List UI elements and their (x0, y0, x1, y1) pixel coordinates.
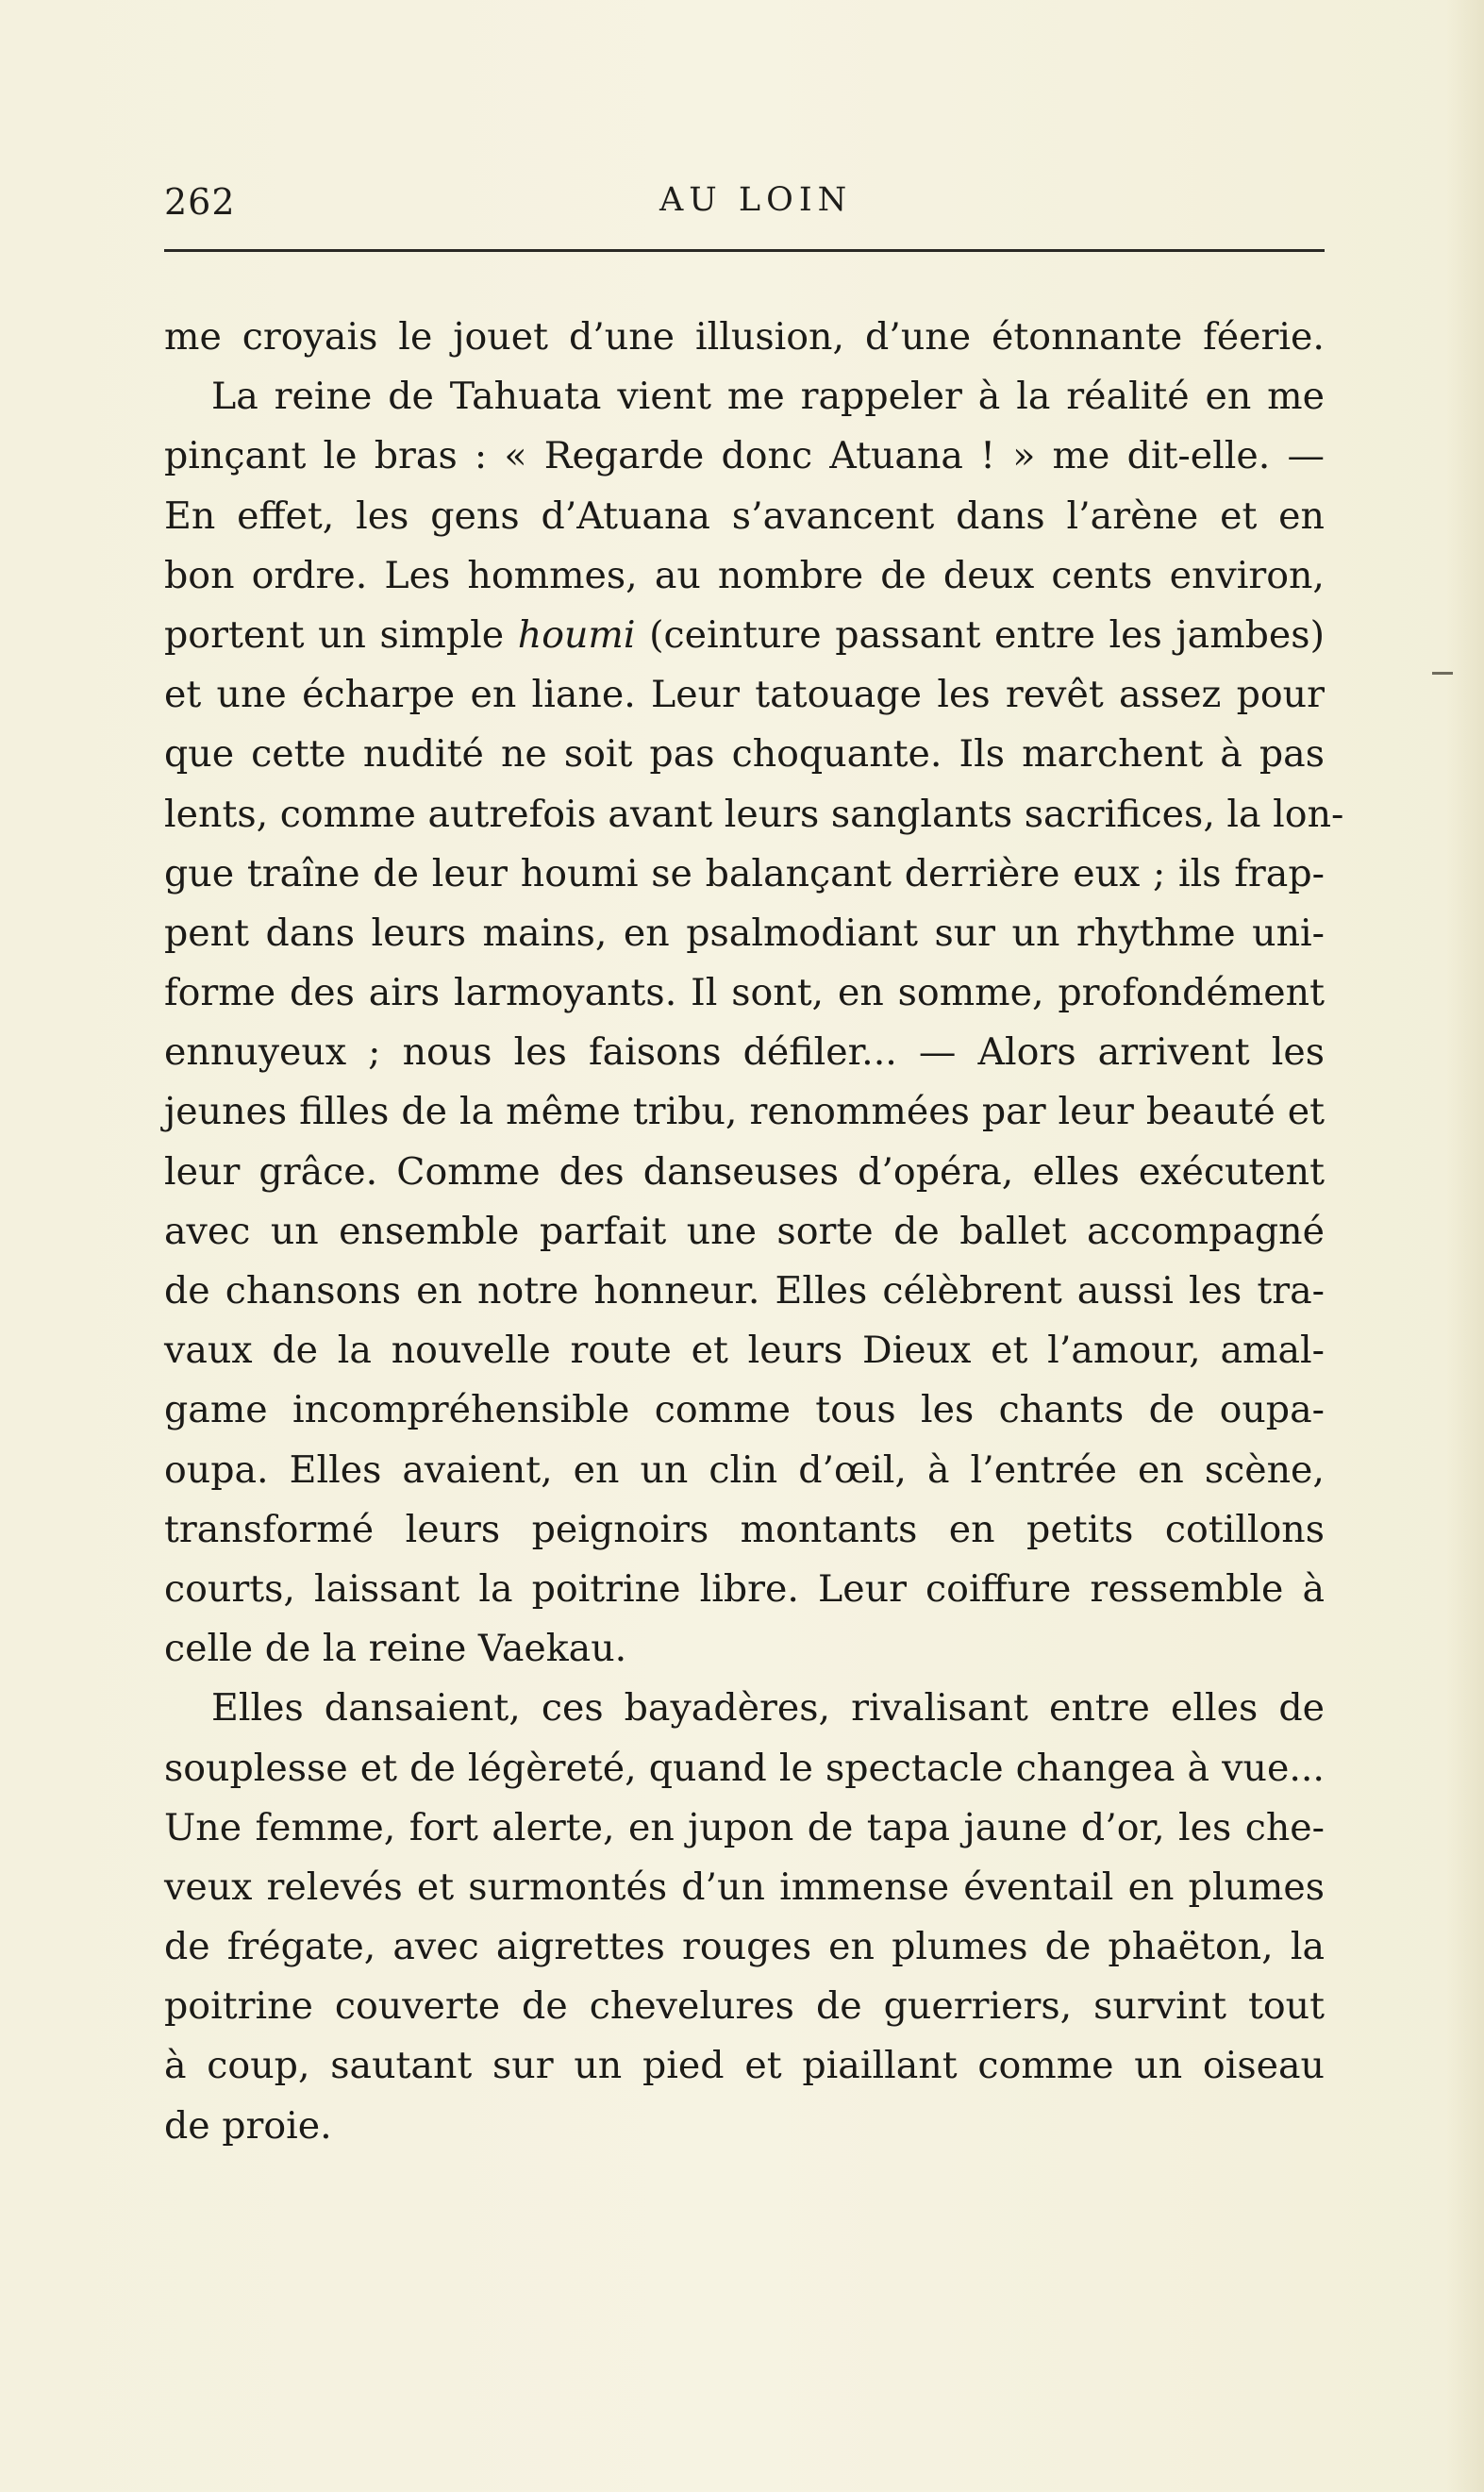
text-line-italic (164, 606, 1325, 665)
text-line: que cette nudité ne soit pas choquante. Ils marchent à pas (164, 732, 1325, 777)
line-text: (ceinture passant entre les jambes) (635, 612, 1325, 657)
text-line: oupa. Elles avaient, en un clin d’œil, à l’entrée en scène, (164, 1447, 1325, 1492)
text-line: bon ordre. Les hommes, au nombre de deux cents environ, (164, 553, 1325, 597)
header-rule (164, 249, 1325, 252)
text-line: de chansons en notre honneur. Elles célèbrent aussi les tra- (164, 1269, 1325, 1313)
text-line: ennuyeux ; nous les faisons défiler... — Alors arrivent les (164, 1030, 1325, 1075)
text-line: avec un ensemble parfait une sorte de ballet accompagné (164, 1209, 1325, 1253)
text-line: veux relevés et surmontés d’un immense éventail en plumes (164, 1865, 1325, 1909)
text-line: Une femme, fort alerte, en jupon de tapa jaune d’or, les che- (164, 1805, 1325, 1849)
text-line: transformé leurs peignoirs montants en petits cotillons (164, 1507, 1325, 1551)
running-title: AU LOIN (659, 181, 853, 219)
line-text: portent un simple (164, 612, 518, 657)
text-line: de frégate, avec aigrettes rouges en plumes de phaëton, la (164, 1925, 1325, 1969)
page-number: 262 (164, 181, 236, 223)
text-line: Elles dansaient, ces bayadères, rivalisant entre elles de (211, 1686, 1325, 1731)
text-line: vaux de la nouvelle route et leurs Dieux et l’amour, amal- (164, 1329, 1325, 1373)
text-line: celle de la reine Vaekau. (164, 1627, 627, 1671)
text-line: La reine de Tahuata vient me rappeler à la réalité en me (211, 375, 1325, 419)
text-line: me croyais le jouet d’une illusion, d’une étonnante féerie. (164, 315, 1325, 359)
italic-term: houmi (517, 612, 636, 657)
text-line: pinçant le bras : « Regarde donc Atuana ! » me dit-elle. — (164, 434, 1325, 478)
page-edge-shadow (1446, 0, 1484, 2492)
text-line: souplesse et de légèreté, quand le spectacle changea à vue... (164, 1746, 1325, 1790)
text-line: En effet, les gens d’Atuana s’avancent dans l’arène et en (164, 493, 1325, 538)
text-line: à coup, sautant sur un pied et piaillant comme un oiseau (164, 2044, 1325, 2088)
text-line: leur grâce. Comme des danseuses d’opéra, elles exécutent (164, 1149, 1325, 1194)
body-text (164, 308, 1344, 2156)
margin-mark (1432, 672, 1453, 675)
text-line: de proie. (164, 2103, 332, 2148)
text-line: forme des airs larmoyants. Il sont, en somme, profondément (164, 971, 1325, 1015)
text-line: pent dans leurs mains, en psalmodiant sur un rhythme uni- (164, 911, 1325, 955)
text-line: poitrine couverte de chevelures de guerriers, survint tout (164, 1984, 1325, 2029)
text-line: game incompréhensible comme tous les chants de oupa- (164, 1388, 1325, 1432)
page-header (164, 181, 1325, 228)
text-line: courts, laissant la poitrine libre. Leur coiffure ressemble à (164, 1566, 1325, 1611)
text-line: gue traîne de leur houmi se balançant derrière eux ; ils frap- (164, 851, 1325, 895)
text-line: jeunes filles de la même tribu, renommées par leur beauté et (164, 1090, 1325, 1134)
text-line: lents, comme autrefois avant leurs sanglants sacrifices, la lon- (164, 792, 1344, 836)
text-line: et une écharpe en liane. Leur tatouage les revêt assez pour (164, 673, 1325, 717)
